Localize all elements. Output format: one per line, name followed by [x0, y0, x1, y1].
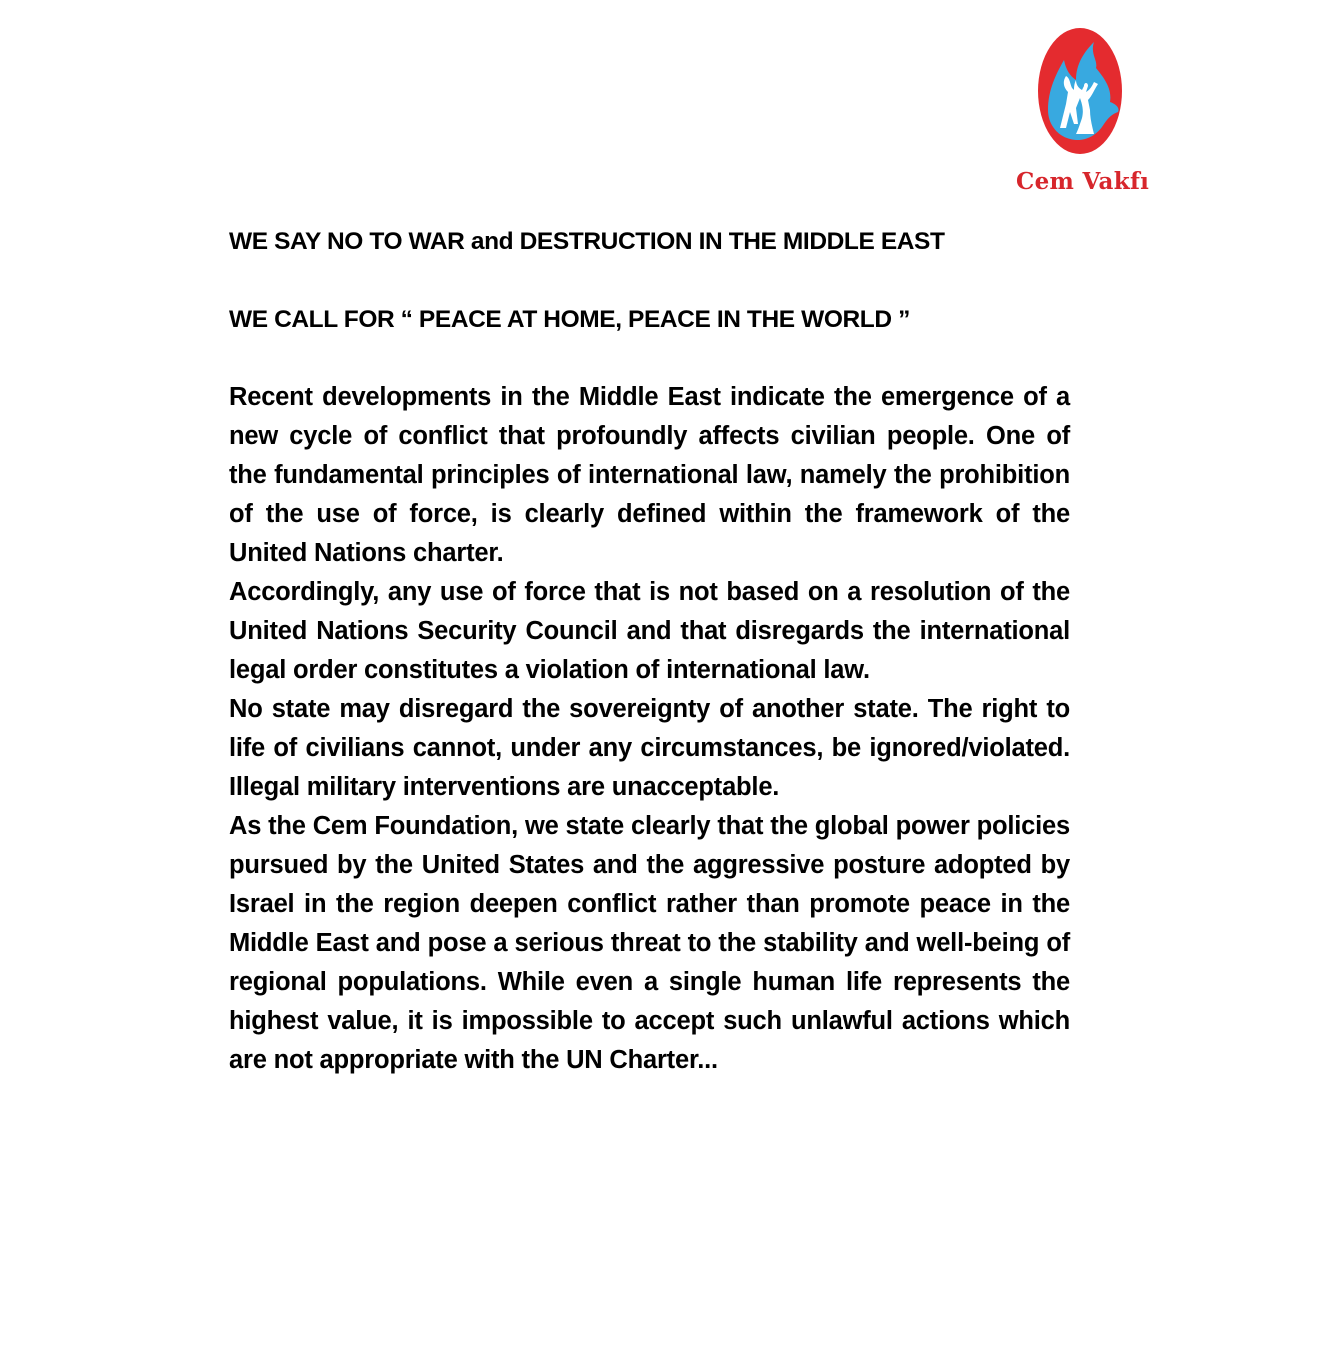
paragraph-1: Recent developments in the Middle East indicate the emergence of a new cycle of conflict that profoundly affects civilian people. One of the fundamental principles of international law, namely the prohibition of the use of force, is clearly defined within the framework of the United Nations charter. — [229, 383, 1070, 567]
paragraph-2: Accordingly, any use of force that is not based on a resolution of the United Nations Security Council and that disregards the international legal order constitutes a violation of international law. — [229, 578, 1070, 684]
cem-vakfi-logo — [1000, 18, 1160, 198]
heading-peace-call: WE CALL FOR “ PEACE AT HOME, PEACE IN THE WORLD ” — [229, 306, 910, 333]
paragraph-4: As the Cem Foundation, we state clearly that the global power policies pursued by the United States and the aggressive posture adopted by Israel in the region deepen conflict rather than promote peace in the Middle East and pose a serious threat to the stability and well-being of regional populations. While even a single human life represents the highest value, it is impossible to accept such unlawful actions which are not appropriate with the UN Charter... — [229, 812, 1070, 1074]
paragraph-3: No state may disregard the sovereignty of another state. The right to life of civilians cannot, under any circumstances, be ignored/violated. Illegal military interventions are unacceptable. — [229, 695, 1070, 801]
heading-no-to-war: WE SAY NO TO WAR and DESTRUCTION IN THE MIDDLE EAST — [229, 228, 945, 255]
statement-body — [229, 378, 1070, 1080]
logo-wordmark: Cem Vakfı — [1016, 168, 1150, 195]
statement — [229, 222, 1070, 1080]
logo-emblem-icon — [1032, 24, 1128, 158]
